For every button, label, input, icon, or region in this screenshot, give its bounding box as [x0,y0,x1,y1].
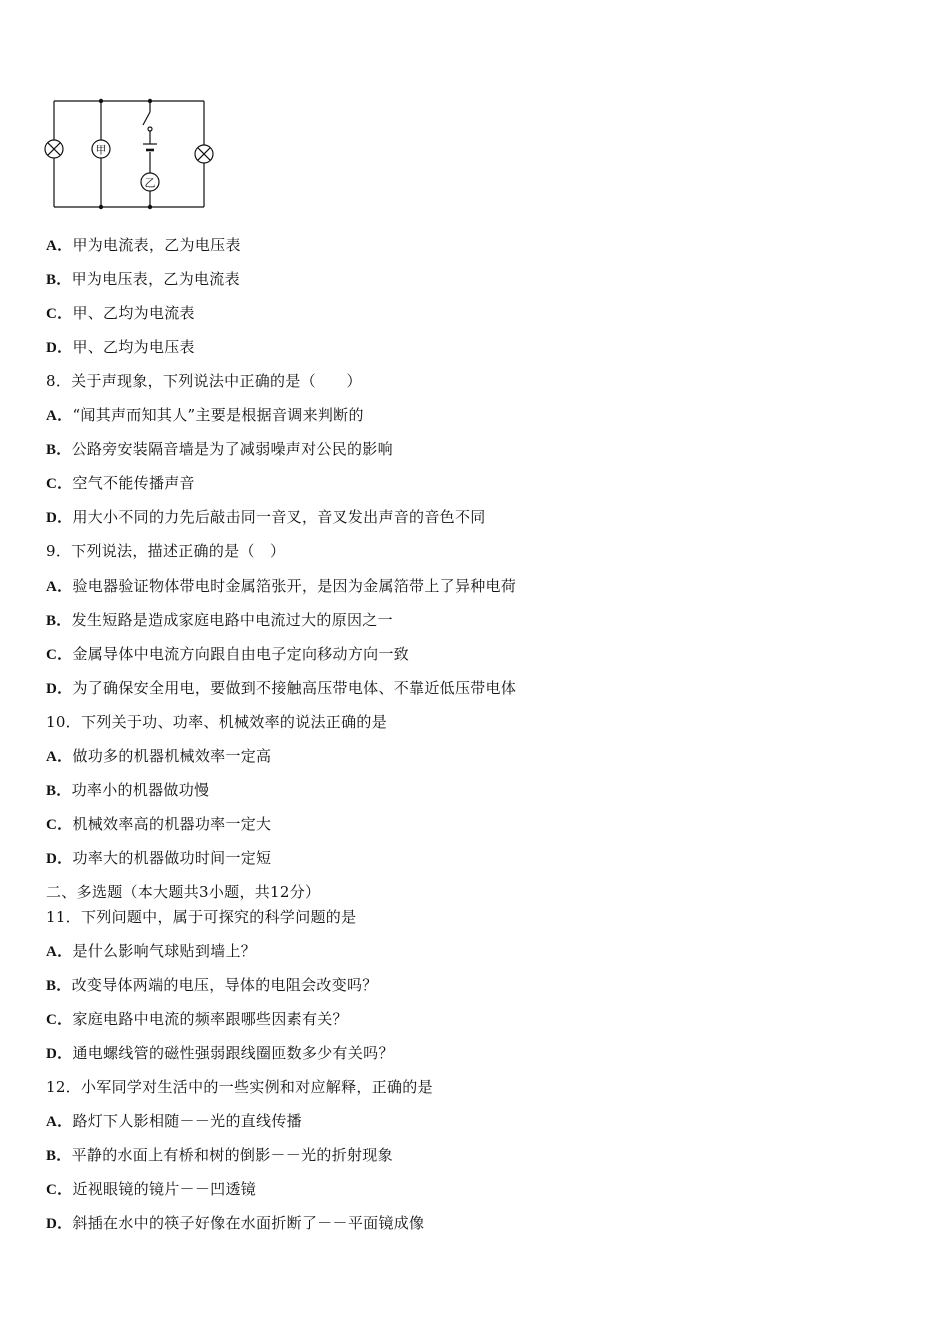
option-text: 路灯下人影相随－－光的直线传播 [72,1112,302,1130]
q7-option-d [46,337,195,358]
q8-option-d [46,507,486,528]
lamp-right-icon [195,145,213,163]
q10-option-d [46,848,271,869]
switch-icon [143,112,152,131]
option-letter: A． [46,749,73,765]
option-letter: D． [46,510,73,526]
option-letter: C． [46,476,73,492]
option-letter: A． [46,944,73,960]
battery-icon [143,144,157,150]
q8-option-c [46,473,195,494]
q12-option-c [46,1179,256,1200]
option-text: 甲、乙均为电流表 [72,304,195,322]
q7-option-c [46,303,195,324]
meter-jia-label: 甲 [95,143,107,157]
option-text: 家庭电路中电流的频率跟哪些因素有关？ [72,1010,348,1028]
option-text: 为了确保安全用电，要做到不接触高压带电体、不靠近低压带电体 [72,679,517,697]
meter-yi-label: 乙 [144,176,156,190]
option-text: 公路旁安装隔音墙是为了减弱噪声对公民的影响 [71,440,393,458]
option-text: 功率大的机器做功时间一定短 [72,849,272,867]
option-text: 平静的水面上有桥和树的倒影－－光的折射现象 [71,1146,393,1164]
option-text: 甲为电流表，乙为电压表 [72,236,241,254]
meter-jia [92,140,110,158]
option-letter: A． [46,408,73,424]
section-heading: 二、多选题（本大题共3小题，共12分） [46,883,321,901]
option-text: 功率小的机器做功慢 [71,781,210,799]
q9-option-c [46,644,409,665]
q8-stem: 8．关于声现象，下列说法中正确的是（ ） [46,372,362,390]
option-letter: C． [46,817,73,833]
option-text: 通电螺线管的磁性强弱跟线圈匝数多少有关吗？ [72,1044,394,1062]
option-letter: D． [46,1216,73,1232]
q8-option-a [46,405,364,426]
q11-option-c [46,1009,348,1030]
q9-option-b [46,610,393,631]
q11-option-b [46,975,378,996]
option-letter: C． [46,647,73,663]
q7-option-a [46,235,241,256]
q8-option-b [46,439,393,460]
option-text: 做功多的机器机械效率一定高 [72,747,272,765]
q10-option-c [46,814,271,835]
q10-stem: 10．下列关于功、功率、机械效率的说法正确的是 [46,713,387,731]
q11-stem: 11．下列问题中，属于可探究的科学问题的是 [46,908,357,926]
option-text: 发生短路是造成家庭电路中电流过大的原因之一 [71,611,393,629]
option-letter: A． [46,238,73,254]
option-letter: D． [46,851,73,867]
option-text: 甲为电压表，乙为电流表 [71,270,240,288]
option-letter: B． [46,272,72,288]
option-text: 斜插在水中的筷子好像在水面折断了－－平面镜成像 [72,1214,425,1232]
option-letter: A． [46,1114,73,1130]
q9-option-d [46,678,516,699]
option-text: 甲、乙均为电压表 [72,338,195,356]
option-text: 是什么影响气球贴到墙上？ [72,942,257,960]
q10-option-a [46,746,271,767]
option-text: 改变导体两端的电压，导体的电阻会改变吗？ [71,976,378,994]
option-letter: A． [46,579,73,595]
meter-yi [141,173,159,191]
q12-option-a [46,1111,302,1132]
option-letter: C． [46,1012,73,1028]
option-letter: B． [46,1148,72,1164]
option-text: 机械效率高的机器功率一定大 [72,815,272,833]
q9-stem: 9．下列说法，描述正确的是（ ） [46,542,286,560]
option-letter: B． [46,613,72,629]
option-letter: C． [46,306,73,322]
q12-option-b [46,1145,393,1166]
option-text: 验电器验证物体带电时金属箔张开，是因为金属箔带上了异种电荷 [72,577,517,595]
option-text: 近视眼镜的镜片－－凹透镜 [72,1180,257,1198]
q7-option-b [46,269,240,290]
option-letter: D． [46,340,73,356]
q11-option-a [46,941,256,962]
q11-option-d [46,1043,394,1064]
q12-option-d [46,1213,424,1234]
option-letter: D． [46,1046,73,1062]
option-letter: D． [46,681,73,697]
option-letter: B． [46,442,72,458]
option-text: “闻其声而知其人”主要是根据音调来判断的 [72,406,364,424]
option-text: 用大小不同的力先后敲击同一音叉，音叉发出声音的音色不同 [72,508,486,526]
circuit-diagram [40,92,220,216]
option-text: 空气不能传播声音 [72,474,195,492]
option-letter: B． [46,978,72,994]
lamp-left-icon [45,140,63,158]
q10-option-b [46,780,209,801]
q9-option-a [46,576,516,597]
option-text: 金属导体中电流方向跟自由电子定向移动方向一致 [72,645,410,663]
option-letter: C． [46,1182,73,1198]
option-letter: B． [46,783,72,799]
q12-stem: 12．小军同学对生活中的一些实例和对应解释，正确的是 [46,1078,433,1096]
